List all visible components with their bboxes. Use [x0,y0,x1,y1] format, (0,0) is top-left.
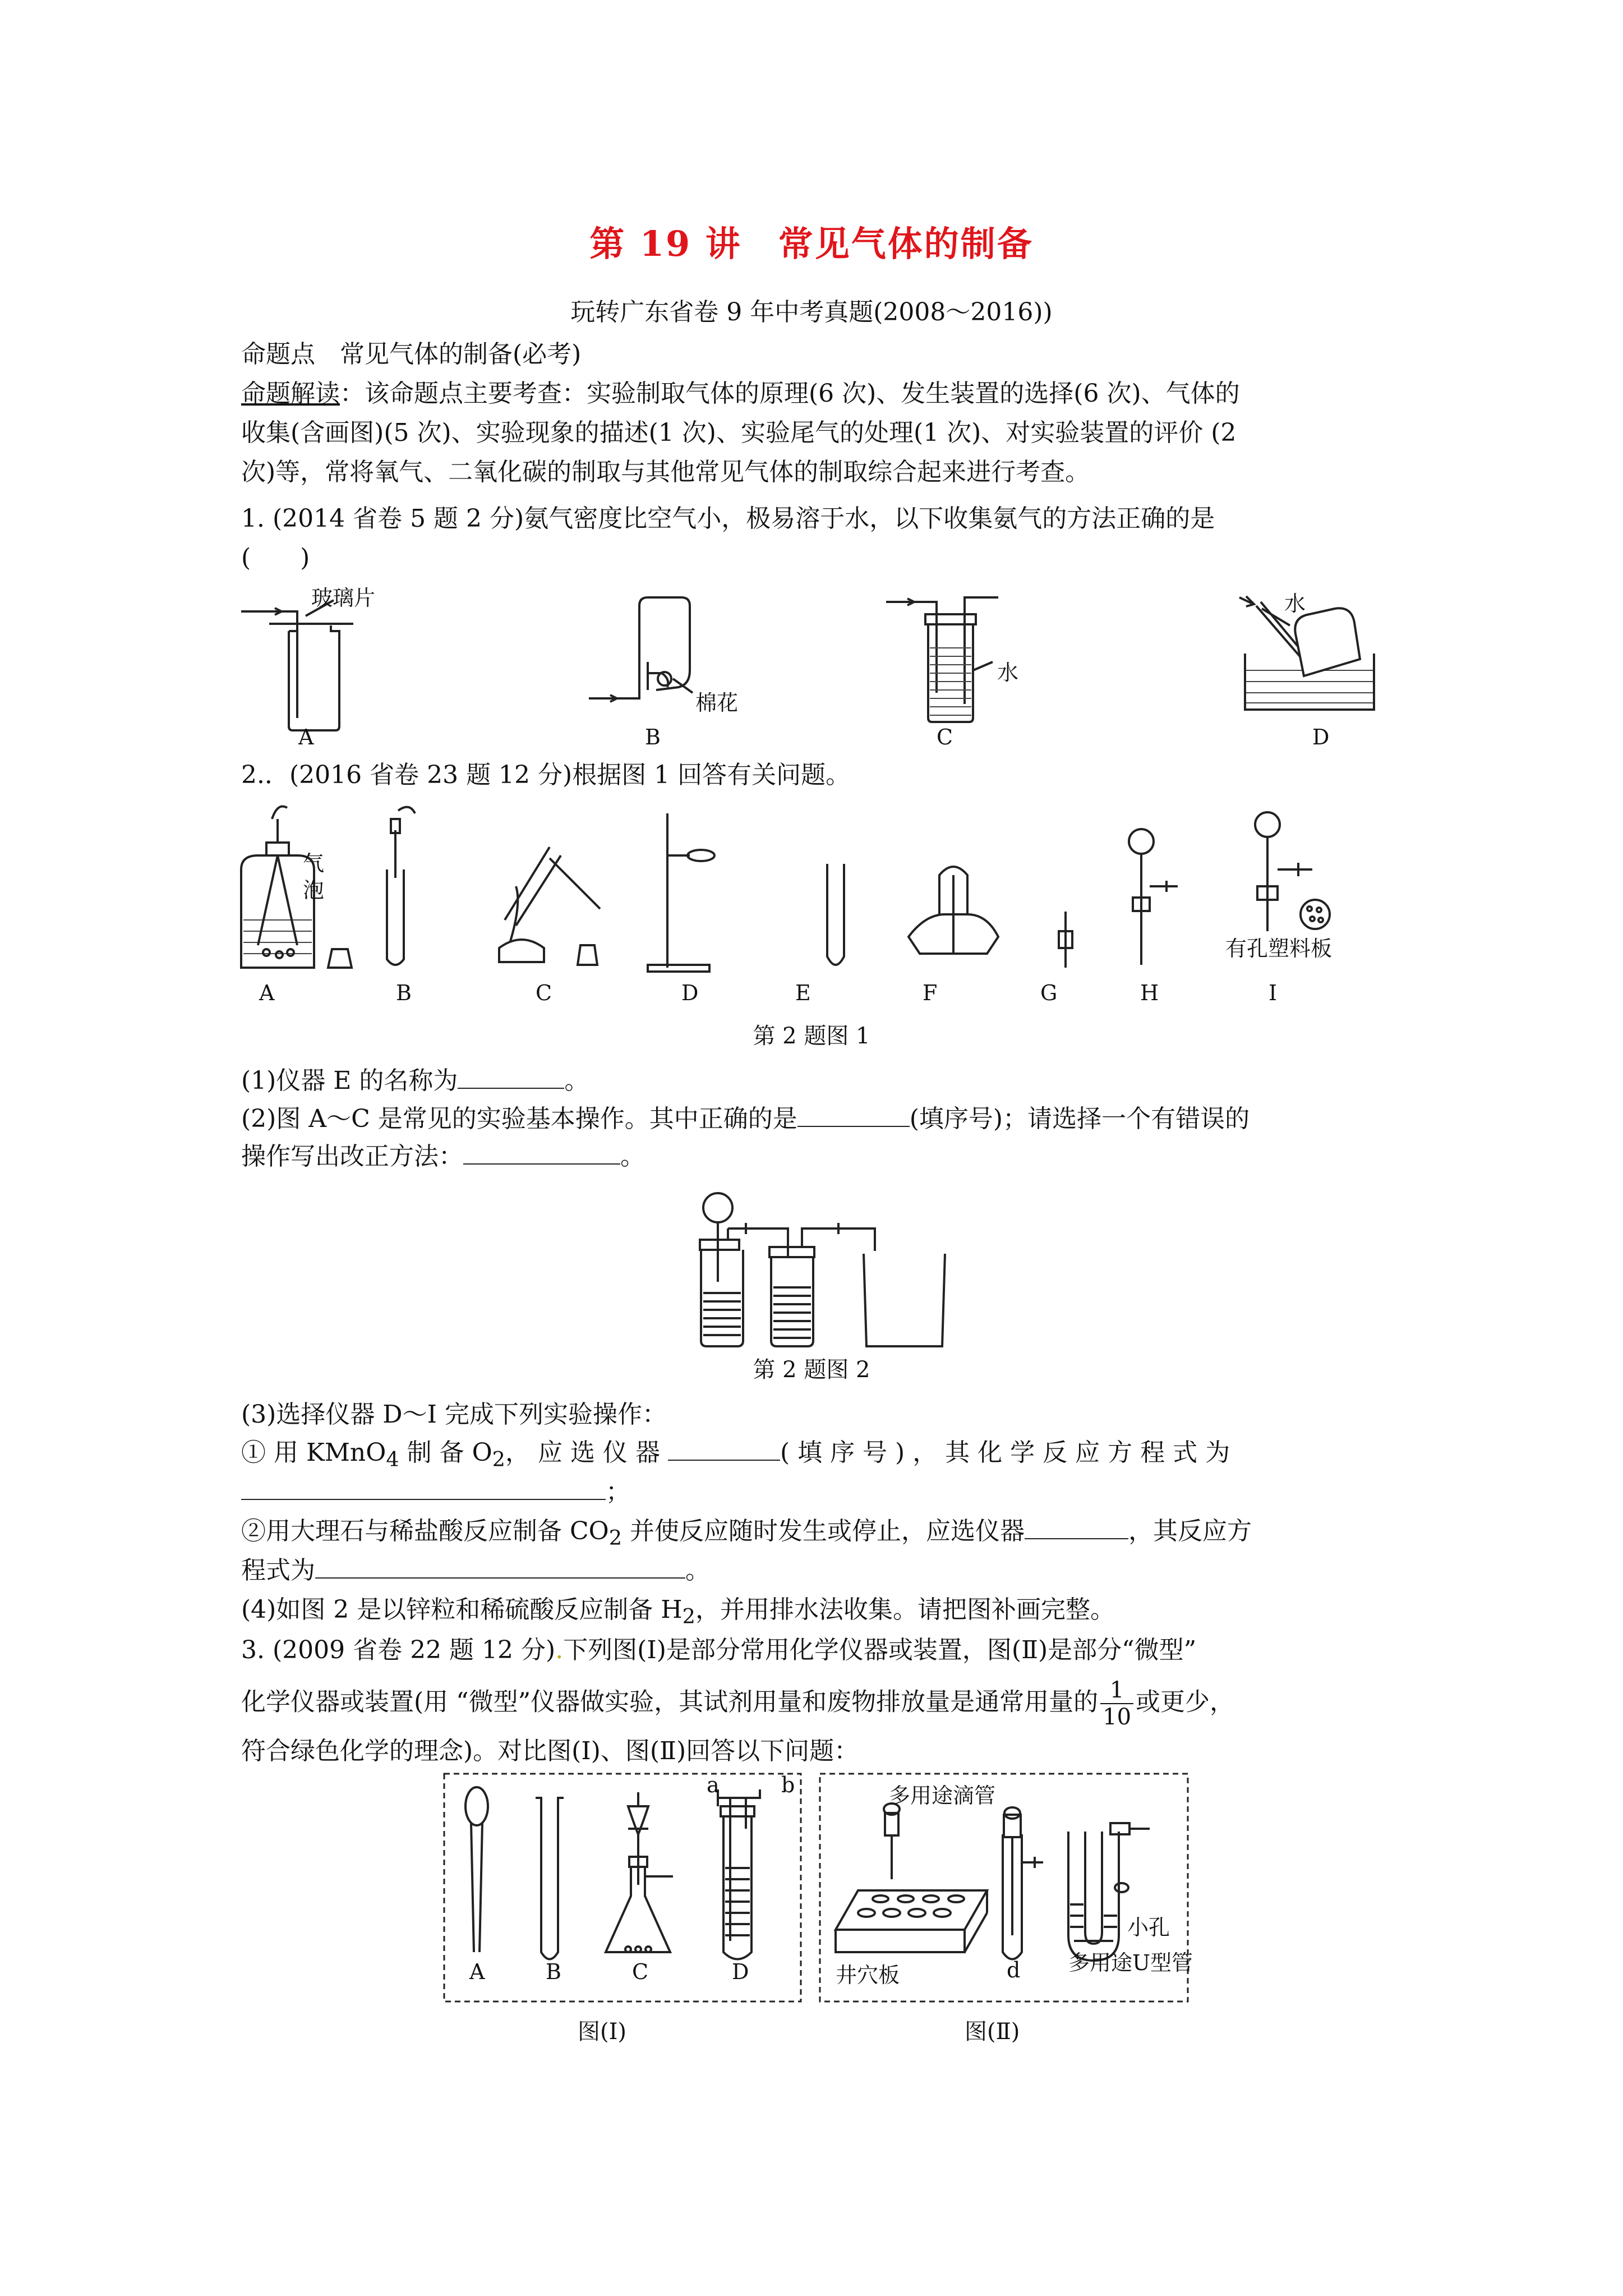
fig1-label-d: D [681,981,699,1005]
page-title: 第 19 讲 常见气体的制备 [589,223,1034,264]
instrument-b [387,807,415,965]
q3-line-2-a: 化学仪器或装置(用 “微型”仪器做实验，其试剂用量和废物排放量是通常用量的 [241,1687,1099,1717]
q2-part-3a-text-d: ( 填 序 号 ) ， 其 化 学 反 应 方 程 式 为 [780,1438,1230,1467]
q2-part-3b2-end: 。 [685,1556,710,1585]
q2-part-3b-text-c: ，其反应方 [1128,1517,1252,1545]
fig-i-label-a: A [469,1959,485,1984]
porous-plate-label: 有孔塑料板 [1225,936,1332,961]
q3-line-2 [241,1677,1234,1730]
instrument-g [1059,912,1072,968]
q1-label-glass: 玻璃片 [311,586,376,610]
fig1-label-a: A [259,981,275,1005]
fig1-caption: 第 2 题图 1 [753,1023,870,1049]
q2-part-3b2-text: 程式为 [241,1556,315,1585]
q2-part-3a-text-c: ， 应 选 仪 器 [505,1438,668,1467]
q2-part-4-sub: 2 [682,1604,695,1628]
q2-part-4-text-b: ，并用排水法收集。请把图补画完整。 [695,1595,1115,1624]
q2-part-2 [241,1098,1249,1134]
dropper-label: 多用途滴管 [889,1783,996,1808]
q2-part-3b-text-a: ②用大理石与稀盐酸反应制备 CO [241,1517,609,1545]
q1-fig-d-label: D [1312,725,1330,749]
q2-part-3a-sub1: 4 [386,1447,399,1471]
instrument-a [241,807,352,968]
q1-fig-a-label: A [298,725,314,749]
q2-part-2b [241,1136,645,1172]
answer-blank-4[interactable] [668,1437,780,1461]
instrument-d [648,813,714,972]
q3-line-1 [241,1630,1196,1665]
fig-i-label-b: B [546,1959,561,1984]
analysis-line-3: 次)等，常将氧气、二氧化碳的制取与其他常见气体的制取综合起来进行考查。 [241,458,1090,486]
fig2-caption: 第 2 题图 2 [753,1357,870,1383]
q2-part-3: (3)选择仪器 D～I 完成下列实验操作： [241,1400,667,1429]
fig-i-label-c: C [632,1959,649,1984]
q2-part-4-text-a: (4)如图 2 是以锌粒和稀硫酸反应制备 H [241,1595,683,1624]
bubble-label-2: 泡 [303,878,325,903]
q2-part-3b-sub: 2 [608,1525,623,1550]
fig1-label-g: G [1040,981,1058,1005]
q2-part-1-text: (1)仪器 E 的名称为 [241,1066,458,1095]
answer-blank-5[interactable] [241,1476,606,1500]
fig1-label-c: C [536,981,552,1005]
instrument-e [827,864,844,965]
answer-blank-6[interactable] [1025,1516,1128,1539]
instrument-c [499,847,600,965]
fig1-label-e: E [795,981,811,1005]
q2-part-3a-text-a: ① 用 KMnO [241,1438,386,1467]
q2-part-3a [241,1432,1230,1471]
q1-label-water-d: 水 [1284,591,1306,616]
page-subtitle: 玩转广东省卷 9 年中考真题(2008～2016)) [570,298,1053,326]
answer-blank-7[interactable] [315,1555,685,1579]
instrument-i [1255,812,1330,931]
q2-part-3b-line2 [241,1550,710,1586]
fig1-label-f: F [923,981,938,1005]
answer-blank-3[interactable] [463,1141,620,1165]
q2-part-2b-end: 。 [620,1142,645,1171]
fig1-label-h: H [1140,981,1159,1005]
q3-line-3: 符合绿色化学的理念)。对比图(Ⅰ)、图(Ⅱ)回答以下问题： [241,1737,859,1765]
fraction-numerator: 1 [1100,1677,1133,1704]
bubble-label-1: 气 [303,851,325,876]
q2-part-3b-text-b: 并使反应随时发生或停止，应选仪器 [622,1517,1025,1545]
q2-part-3a-end: ； [606,1478,630,1506]
q2-part-1-end: 。 [564,1066,589,1095]
utube-label: 多用途U型管 [1068,1950,1193,1975]
answer-blank-2[interactable] [797,1103,910,1127]
q1-label-cotton: 棉花 [695,691,739,715]
q1-text: 1. (2014 省卷 5 题 2 分)氨气密度比空气小，极易溶于水，以下收集氨气的方法正确的是 [241,504,1215,533]
q2-part-3a-line2 [241,1471,630,1507]
fraction-denominator: 10 [1103,1704,1132,1730]
q2-text: 2.．(2016 省卷 23 题 12 分)根据图 1 回答有关问题。 [241,761,851,789]
instrument-h [1129,829,1178,965]
q3-line-1-dot: . [555,1636,564,1664]
q1-figure-d [1228,592,1396,726]
q1-fig-b-label: B [645,725,661,749]
fig1-label-i: I [1269,981,1278,1005]
fraction-one-tenth [1100,1677,1133,1730]
wellplate-label: 井穴板 [836,1963,900,1987]
fig-i-label-d: D [732,1959,749,1984]
tube-d-label: d [1007,1958,1021,1982]
port-a-label: a [707,1773,720,1797]
q3-line-1-b: 下列图(Ⅰ)是部分常用化学仪器或装置，图(Ⅱ)是部分“微型” [563,1636,1197,1664]
analysis-label: 命题解读 [241,379,340,408]
q2-part-3a-sub2: 2 [492,1447,505,1471]
q2-part-4 [241,1589,1115,1628]
small-hole-label: 小孔 [1127,1915,1170,1940]
answer-blank-1[interactable] [458,1065,564,1089]
q1-fig-c-label: C [937,725,953,749]
analysis-line-1 [241,373,1240,409]
q2-part-3a-text-b: 制 备 O [399,1438,492,1467]
port-b-label: b [781,1773,795,1797]
section-label: 命题点 常见气体的制备(必考) [241,340,582,369]
q2-part-3b [241,1511,1252,1550]
q1-label-water-c: 水 [997,660,1019,685]
fig1-label-b: B [396,981,412,1005]
instrument-f [909,867,998,954]
q3-line-1-a: 3. (2009 省卷 22 题 12 分) [241,1636,556,1664]
figure-ii-caption: 图(Ⅱ) [965,2019,1020,2045]
q2-part-1 [241,1060,589,1096]
q2-part-2b-text: 操作写出改正方法： [241,1142,463,1171]
analysis-text-1: ：该命题点主要考查：实验制取气体的原理(6 次)、发生装置的选择(6 次)、气体的 [340,379,1240,408]
q2-part-2-text-b: (填序号)；请选择一个有错误的 [909,1105,1250,1133]
figure-i-caption: 图(Ⅰ) [578,2019,627,2045]
analysis-line-2: 收集(含画图)(5 次)、实验现象的描述(1 次)、实验尾气的处理(1 次)、对实验装置的评价 (2 [241,418,1237,447]
q3-line-2-b: 或更少， [1136,1687,1235,1717]
q2-figure-2 [684,1186,976,1355]
q1-bracket: ( ) [241,544,310,572]
q2-part-2-text: (2)图 A～C 是常见的实验基本操作。其中正确的是 [241,1105,797,1133]
